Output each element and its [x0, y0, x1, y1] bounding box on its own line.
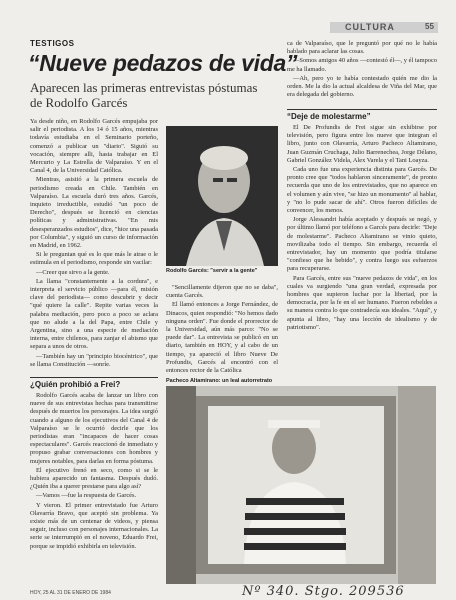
paragraph: Para Garcés, entre sus "nueve pedazos de vida", en los cuales va surgiendo "una gran verdad, expresada por hombres que supieron luchar por la libertad, por la democracia, por la fe en el ser humano. Fueron rebeldes a su manera contra lo que contradecía sus ideales. "Aquí", y apunta al libro, "hay una lección de idealismo y de patriotismo".	[287, 274, 437, 331]
paragraph: Si le preguntan qué es lo que más le atrae o le estimula en el periodismo, responde sin vacilar:	[30, 251, 158, 267]
section-heading: “Deje de molestarme”	[287, 112, 371, 121]
section-rule	[30, 377, 158, 378]
paragraph: Rodolfo Garcés acaba de lanzar un libro con nueve de sus entrevistas hechas para transmitirse después de muertos los personajes. La idea surgió cuando a alguno de los ejecutivos del Canal 4 de Valparaíso se le ocurrió decirle que los periodistas eran "incapaces de hacer cosas espectaculares". Garcés reaccionó de inmediato y propuso grabar conversaciones con hombres y mujeres notables, para darlas en forma póstuma.	[30, 392, 158, 465]
paragraph: El De Profundis de Frei sigue sin exhibirse por televisión, pero figura entre los nueve que integran el libro, junto con Olavarría, Arturo Pacheco Altamirano, Juan Guzmán Cruchaga, Julio Barrenechea, Jorge Délano, Gabriel González Videla, Alex Varela y el Tani Loayza.	[287, 124, 437, 164]
paragraph: Cada uno fue una experiencia distinta para Garcés. De pronto cree que "todos hablaron sinceramente", de pronto recuerda que uno de los entrevistados, que no aparece en el volumen y aún vive, "se hizo un monumento" al hablar, y "no lo pude sacar de ahí". Otros fueron difíciles de convencer, los menos.	[287, 166, 437, 215]
column-1-bottom	[30, 392, 158, 552]
page-number: 55	[425, 22, 434, 31]
paragraph: El llamó entonces a Jorge Fernández, de Dinacos, quien respondió: "No hemos dado ninguna orden". Fue donde el prorrector de la Universidad, aún más parco: "No se puede dar". La entrevista se publicó en un diario, también en HOY, y al cabo de un tiempo, ya apareció el libro Nueve De Profundis, Garcés al encontró con el entonces rector de la Católica	[166, 301, 278, 375]
paragraph: La llama "constantemente a la cordura", e interpreta el servicio público —para él, misión clave del periodista— como descubrir y decir "qué quiere la calle". Repite varias veces la palabra mediación, pero poco a poco se aclara que no alude a la del Papa, entre Chile y Argentina, sino a una especie de mediación interna, entre chilenos, para zanjar el abismo que separa a unos de otros.	[30, 277, 158, 351]
paragraph: —Ah, pero yo te había contestado quién me dio la orden. Me la dio la actual alcaldesa de Viña del Mar, que era delegada del gobierno.	[287, 74, 437, 99]
section-rule	[287, 109, 437, 110]
paragraph: Ya desde niño, en Rodolfo Garcés empujaba por salir el periodista. A los 14 ó 15 años, mientras todavía estudiaba en el Seminario porteño, comenzó a publicar un "diario". Siguió su vocación, siempre alli, hasta trabajar en El Mercurio y La Estrella de Valparaíso. Y en el Canal 4, de la Universidad Católica.	[30, 118, 158, 175]
column-1	[30, 118, 158, 370]
column-3-top	[287, 40, 437, 100]
subheadline: Aparecen las primeras entrevistas póstumas de Rodolfo Garcés	[30, 80, 258, 110]
painting-caption: Pacheco Altamirano: un leal autorretrato	[166, 378, 273, 384]
section-heading: ¿Quién prohibió a Frei?	[30, 380, 121, 389]
paragraph: "Sencillamente dijeron que no se daba", cuenta Garcés.	[166, 284, 278, 300]
paragraph: Mientras, asistió a la primera escuela de periodismo creada en Chile. También en Valparaíso. La escuela duró tres años. Garcés, inquieto irreductible, estudió "un poco de Derecho", después se licenció en ciencias políticas y administrativas. "En mis desesperanzados estudios", dice, "hice una pasada por Columbia", y siguió un curso de información en Madrid, en 1962.	[30, 176, 158, 250]
paragraph: Y vieron. El primer entrevistado fue Arturo Olavarría Bravo, que aceptó sin problema. Ya existe más de un centenar de videos, y piensa seguir, incluso con personajes internacionales. La serie se interrumpió en el noveno, Eduardo Frei, porque se impidió exhibirla en televisión.	[30, 501, 158, 550]
headline: “Nueve pedazos de vida”	[28, 50, 298, 76]
paragraph: —También hay un "principio biocéntrico", que se llama Constitución —sonríe.	[30, 352, 158, 368]
paragraph: —Creer que sirvo a la gente.	[36, 268, 110, 276]
kicker: TESTIGOS	[30, 39, 75, 48]
handwritten-note: Nº 340. Stgo. 209536	[242, 584, 405, 599]
column-3	[287, 124, 437, 333]
section-name: CULTURA	[345, 22, 395, 32]
paragraph: —Somos amigos 40 años —contestó él—, y él tampoco me ha llamado.	[287, 57, 437, 73]
paragraph: Jorge Alessandri había aceptado y después se negó, y por último llamó por teléfono a Garcés para decirle: "Deje de molestarme". Pacheco Altamirano se vinio quieto, movilizaba todo el tiempo. Sin embargo, recuerda el entrevistador, hay un momento que podría titularse "confieso que he bebido", y contra luego sus esfuerzos para recuperarse.	[287, 216, 437, 273]
column-2	[166, 284, 278, 376]
footer-dateline: HOY, 25 AL 31 DE ENERO DE 1984	[30, 590, 111, 596]
portrait-caption: Rodolfo Garcés: "servir a la gente"	[166, 268, 258, 274]
portrait-photo	[166, 126, 278, 266]
paragraph: El ejecutivo frenó en seco, como si se le hubiera aparecido un fantasma. Después dudó. ¿Quién iba a querer prestarse para algo así?	[30, 466, 158, 491]
painting-photo	[166, 386, 436, 584]
paragraph: —Vamos —fue la respuesta de Garcés.	[36, 492, 137, 500]
paragraph: ca de Valparaíso, que le preguntó por qué no le había hablado para aclarar las cosas.	[287, 40, 437, 56]
